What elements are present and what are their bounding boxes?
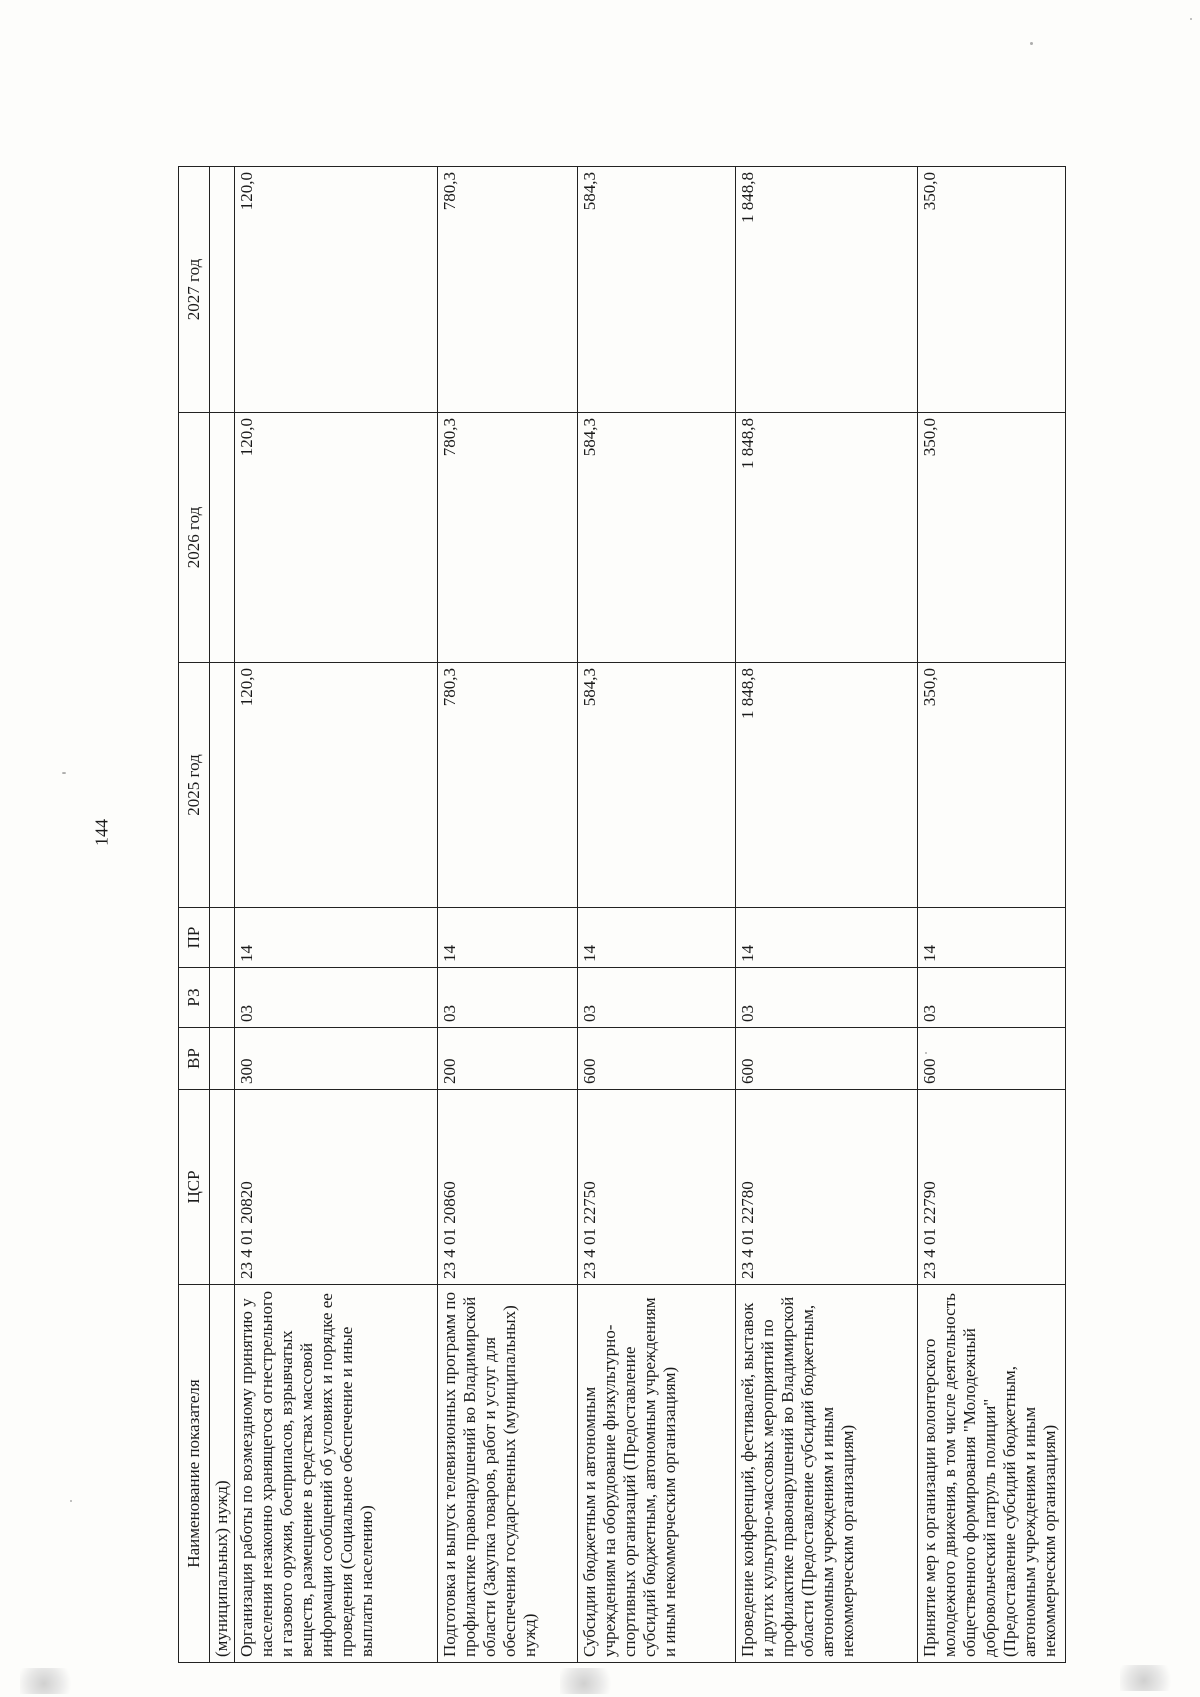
row-name: Организация работы по возмездному принятию у населения незаконно хранящегося огнестрельного и газового оружия, боеприпасов, взрывчатых веществ, размещение в средствах массовой информации сообщений об условиях и порядке ее проведения (Социальное обеспечение и иные выплаты населению) (235, 1285, 438, 1663)
row-csr: 23 4 01 20820 (235, 1090, 438, 1285)
row-2027: 584,3 (578, 167, 736, 413)
row-vr: 300 (235, 1028, 438, 1090)
row-2026: 120,0 (235, 413, 438, 663)
table-row (736, 167, 918, 1663)
empty-cell (210, 663, 235, 908)
row-pr: 14 (438, 908, 578, 968)
row-pr: 14 (918, 908, 1066, 968)
scan-dust (70, 1500, 72, 1502)
row-vr: 600 (736, 1028, 918, 1090)
empty-cell (210, 413, 235, 663)
row-2025: 350,0 (918, 663, 1066, 908)
table-header-row (179, 167, 210, 1663)
row-pr: 14 (578, 908, 736, 968)
row-2027: 350,0 (918, 167, 1066, 413)
empty-cell (210, 167, 235, 413)
continuation-cell: (муниципальных) нужд) (210, 1285, 235, 1663)
scan-dust (925, 1052, 927, 1054)
header-2026: 2026 год (179, 413, 210, 663)
table-row (918, 167, 1066, 1663)
header-vr: ВР (179, 1028, 210, 1090)
row-pr: 14 (736, 908, 918, 968)
row-csr: 23 4 01 22790 (918, 1090, 1066, 1285)
row-2026: 584,3 (578, 413, 736, 663)
header-name: Наименование показателя (179, 1285, 210, 1663)
row-vr: 200 (438, 1028, 578, 1090)
row-csr: 23 4 01 20860 (438, 1090, 578, 1285)
row-rz: 03 (235, 968, 438, 1028)
row-2025: 1 848,8 (736, 663, 918, 908)
table-row (438, 167, 578, 1663)
row-csr: 23 4 01 22780 (736, 1090, 918, 1285)
scan-smudge (560, 1668, 620, 1694)
table-row (235, 167, 438, 1663)
scan-smudge (1120, 1665, 1180, 1691)
budget-table-container (178, 167, 1059, 1663)
table-row-continuation (210, 167, 235, 1663)
row-rz: 03 (918, 968, 1066, 1028)
row-2027: 120,0 (235, 167, 438, 413)
row-2026: 780,3 (438, 413, 578, 663)
scan-dust (62, 772, 66, 774)
row-rz: 03 (438, 968, 578, 1028)
row-2027: 780,3 (438, 167, 578, 413)
row-2025: 120,0 (235, 663, 438, 908)
row-name: Подготовка и выпуск телевизионных программ по профилактике правонарушений во Владимирской области (Закупка товаров, работ и услуг для обеспечения государственных (муниципальных) нужд) (438, 1285, 578, 1663)
row-2027: 1 848,8 (736, 167, 918, 413)
budget-table (178, 166, 1066, 1663)
row-name: Субсидии бюджетным и автономным учреждениям на оборудование физкультурно-спортивных организаций (Предоставление субсидий бюджетным, автономным учреждениям и иным некоммерческим организациям) (578, 1285, 736, 1663)
row-rz: 03 (736, 968, 918, 1028)
row-2026: 1 848,8 (736, 413, 918, 663)
row-name: Проведение конференций, фестивалей, выставок и других культурно-массовых мероприятий по профилактике правонарушений во Владимирской области (Предоставление субсидий бюджетным, автономным учреждениям и иным некоммерческим организациям) (736, 1285, 918, 1663)
row-name: Принятие мер к организации волонтерского молодежного движения, в том числе деятельность общественного формирования "Молодежный добровольческий патруль полиции" (Предоставление субсидий бюджетным, автономным учреждениям и иным некоммерческим организациям) (918, 1285, 1066, 1663)
row-2025: 584,3 (578, 663, 736, 908)
row-vr: 600 (578, 1028, 736, 1090)
row-pr: 14 (235, 908, 438, 968)
header-csr: ЦСР (179, 1090, 210, 1285)
header-2027: 2027 год (179, 167, 210, 413)
empty-cell (210, 1090, 235, 1285)
row-csr: 23 4 01 22750 (578, 1090, 736, 1285)
header-pr: ПР (179, 908, 210, 968)
row-vr: 600 (918, 1028, 1066, 1090)
scan-smudge (20, 1668, 80, 1694)
table-row (578, 167, 736, 1663)
scan-dust (1190, 18, 1192, 20)
page-number: 144 (91, 819, 112, 846)
scan-dust (1030, 42, 1033, 45)
page-number-wrap (82, 819, 122, 846)
row-rz: 03 (578, 968, 736, 1028)
row-2026: 350,0 (918, 413, 1066, 663)
empty-cell (210, 1028, 235, 1090)
empty-cell (210, 968, 235, 1028)
header-rz: РЗ (179, 968, 210, 1028)
header-2025: 2025 год (179, 663, 210, 908)
empty-cell (210, 908, 235, 968)
row-2025: 780,3 (438, 663, 578, 908)
